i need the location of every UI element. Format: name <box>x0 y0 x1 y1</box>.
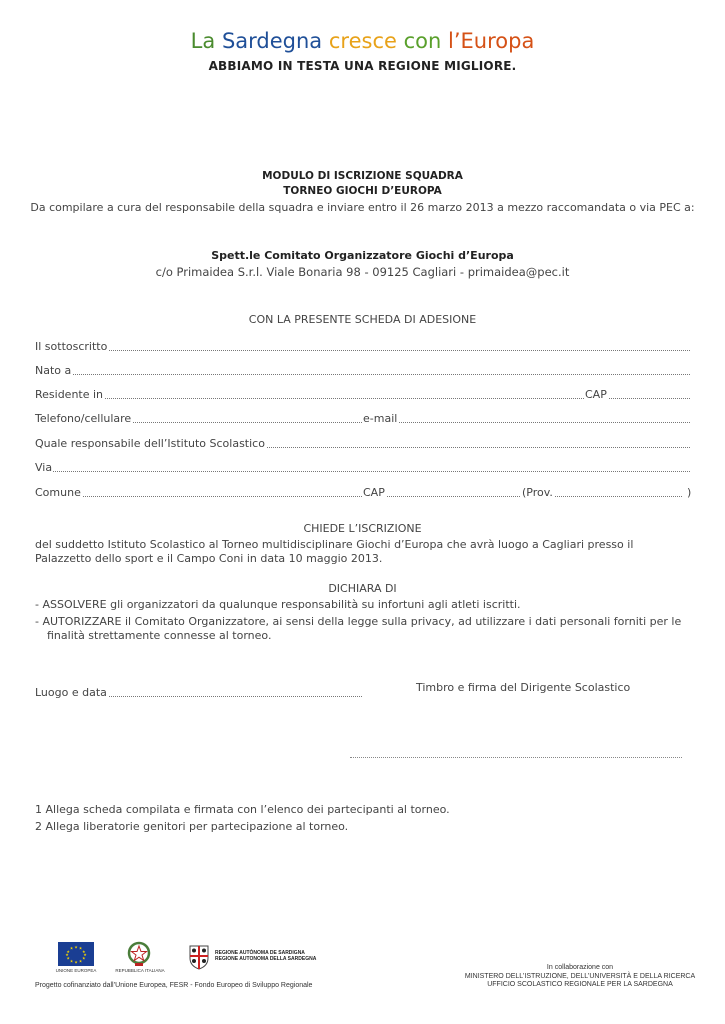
dotted-line <box>35 350 690 351</box>
field-telefono[interactable] <box>35 409 690 425</box>
slogan-word: con <box>403 29 442 53</box>
svg-text:★: ★ <box>65 952 69 957</box>
slogan-word: cresce <box>328 29 397 53</box>
slogan-word: Sardegna <box>221 29 323 53</box>
field-sottoscritto[interactable] <box>35 337 690 353</box>
field-label: Residente in <box>35 388 104 401</box>
field-label: Luogo e data <box>35 686 107 699</box>
dotted-line <box>35 496 682 497</box>
svg-text:★: ★ <box>83 952 87 957</box>
note-item: 2 Allega liberatorie genitori per partecipazione al torneo. <box>35 820 349 833</box>
recipient-address: c/o Primaidea S.r.l. Viale Bonaria 98 - 09125 Cagliari - primaidea@pec.it <box>155 265 570 279</box>
recipient-name: Spett.le Comitato Organizzatore Giochi d’Europa <box>211 249 514 262</box>
field-label-prov: (Prov. <box>522 486 553 499</box>
sardinia-coat-logo <box>188 942 210 970</box>
timbro-label: Timbro e firma del Dirigente Scolastico <box>416 681 631 694</box>
field-label: Il sottoscritto <box>35 340 108 353</box>
svg-text:★: ★ <box>69 958 74 964</box>
tagline: ABBIAMO IN TESTA UNA REGIONE MIGLIORE. <box>208 59 517 73</box>
field-label: Via <box>35 461 53 474</box>
field-label: Quale responsabile dell’Istituto Scolastico <box>35 437 265 450</box>
field-label: Nato a <box>35 364 72 377</box>
dichiara-item: - AUTORIZZARE il Comitato Organizzatore, ai sensi della legge sulla privacy, ad utilizzare i dati personali forniti per le finalità strettamente connesse al torneo. <box>35 615 682 642</box>
eu-flag-icon <box>58 942 94 966</box>
dichiara-heading: DICHIARA DI <box>328 582 397 595</box>
slogan-word: La <box>190 29 216 53</box>
chiede-heading: CHIEDE L’ISCRIZIONE <box>303 522 422 535</box>
close-paren: ) <box>687 486 692 499</box>
dotted-line <box>35 374 690 375</box>
slogan <box>0 28 725 54</box>
form-subtitle: TORNEO GIOCHI D’EUROPA <box>283 185 442 197</box>
field-responsabile[interactable] <box>35 434 690 450</box>
field-label: Telefono/cellulare <box>35 412 132 425</box>
eu-flag-logo <box>58 942 94 966</box>
collab-line: In collaborazione con <box>546 964 614 971</box>
collab-line: UFFICIO SCOLASTICO REGIONALE PER LA SARDEGNA <box>487 981 673 988</box>
svg-text:★: ★ <box>82 949 86 954</box>
ras-logo-line: REGIONE AUTONOMA DELLA SARDEGNA <box>215 956 317 962</box>
italian-emblem-logo <box>125 940 153 968</box>
svg-text:★: ★ <box>66 949 70 954</box>
svg-text:★: ★ <box>78 958 83 964</box>
field-comune[interactable] <box>35 483 690 499</box>
svg-text:★: ★ <box>82 955 86 961</box>
field-label-cap: CAP <box>585 388 607 401</box>
instructions: Da compilare a cura del responsabile della squadra e inviare entro il 26 marzo 2013 a mezzo raccomandata o via PEC a: <box>30 201 695 214</box>
field-label-cap: CAP <box>363 486 385 499</box>
slogan-word: l’Europa <box>448 29 535 53</box>
field-nato[interactable] <box>35 361 690 377</box>
collaboration-block <box>420 964 725 990</box>
svg-text:★: ★ <box>74 959 78 965</box>
project-text: Progetto cofinanziato dall’Unione Europea, FESR - Fondo Europeo di Sviluppo Regionale <box>35 982 313 989</box>
svg-text:★: ★ <box>74 944 78 950</box>
sardinia-coat-icon <box>188 942 210 970</box>
field-label: Comune <box>35 486 81 499</box>
it-logo-caption: REPUBBLICA ITALIANA <box>115 968 165 973</box>
field-luogo-data[interactable] <box>35 683 362 699</box>
note-item: 1 Allega scheda compilata e firmata con l’elenco dei partecipanti al torneo. <box>35 803 450 816</box>
signature-line[interactable] <box>350 757 682 758</box>
field-via[interactable] <box>35 458 690 474</box>
form-title: MODULO DI ISCRIZIONE SQUADRA <box>262 170 463 182</box>
svg-text:★: ★ <box>69 945 74 951</box>
adesione-heading: CON LA PRESENTE SCHEDA DI ADESIONE <box>248 313 477 326</box>
ras-logo-line: REGIONE AUTÒNOMA DE SARDIGNA <box>215 950 305 956</box>
ras-logo-text <box>215 950 316 962</box>
dotted-line <box>35 471 690 472</box>
svg-text:★: ★ <box>66 955 70 961</box>
italian-emblem-icon <box>125 940 153 968</box>
field-label-email: e-mail <box>363 412 398 425</box>
collab-line: MINISTERO DELL’ISTRUZIONE, DELL’UNIVERSITÀ E DELLA RICERCA <box>464 972 696 980</box>
dichiara-item: - ASSOLVERE gli organizzatori da qualunque responsabilità su infortuni agli atleti iscritti. <box>35 598 521 611</box>
field-residente[interactable] <box>35 385 690 401</box>
svg-text:★: ★ <box>78 945 83 951</box>
chiede-text: del suddetto Istituto Scolastico al Torneo multidisciplinare Giochi d’Europa che avrà luogo a Cagliari presso il Palazzetto dello sport e il Campo Coni in data 10 maggio 2013. <box>35 538 634 565</box>
eu-logo-caption: UNIONE EUROPEA <box>55 968 97 973</box>
